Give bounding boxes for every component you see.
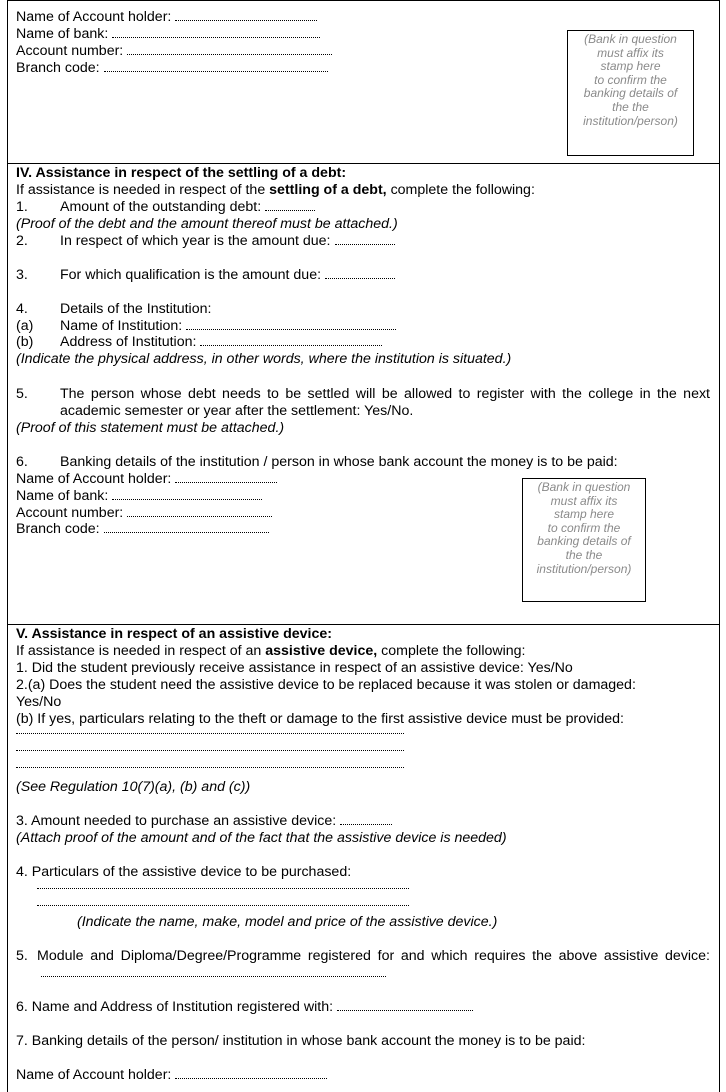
form-page [7,0,720,1092]
item-outstanding-debt: Amount of the outstanding debt: [60,199,315,216]
item-institution-name: Name of Institution: [60,318,396,335]
section-v-intro: If assistance is needed in respect of an assistive device, complete the following: [16,643,526,659]
account-holder-line-3: Name of Account holder: [16,1067,327,1084]
item-theft-particulars: (b) If yes, particulars relating to the theft or damage to the first assistive device must be provided: [16,711,624,727]
account-holder-line-2: Name of Account holder: [16,471,277,488]
item-device-particulars: 4. Particulars of the assistive device to be purchased: [16,864,352,880]
institution-registered-field[interactable] [337,1000,473,1011]
item-banking-details: 7. Banking details of the person/ institution in whose bank account the money is to be paid: [16,1033,586,1049]
account-number-field-2[interactable] [127,506,272,517]
branch-code-line-2: Branch code: [16,521,269,538]
branch-code-field[interactable] [104,61,328,72]
device-particulars-line-1[interactable] [37,888,409,889]
bank-name-field[interactable] [112,27,320,38]
section-iv-debt: IV. Assistance in respect of the settling of a debt: If assistance is needed in respect of the settling of a debt, complete the following: 1. Amount of the outstanding debt: (Proof of the debt and the amount thereof must be attached.) 2. In respect of which year is the amount due: 3. For which qualification is the amount due: 4. Details of the Institution: (a) Name of Institution: (b) Address of Institution: (Indicate the physical address, in other words, where the institution is situated.) 5. The person whose debt needs to be settled will be allowed to register with the college in the next academic semester or year after the settlement: Yes/No. (Proof of this statement must be attached.) 6. Banking details of the institution / person in whose bank account the money is to be paid: Name of Account holder: Name of bank: Account number: Branch code: (Bank in question must affix its stamp here to confirm the banking details of the the institution/person) [8,164,719,625]
item-register-next-semester: The person whose debt needs to be settled will be allowed to register with the college in the next academic semester or year after the settlement: Yes/No. [60,386,710,419]
item-year-due: In respect of which year is the amount due: [60,233,395,250]
institution-name-field[interactable] [186,319,396,330]
outstanding-debt-field[interactable] [265,200,315,211]
item-previous-assistance: 1. Did the student previously receive assistance in respect of an assistive device: Yes/No [16,660,573,676]
institution-address-field[interactable] [200,335,382,346]
branch-code-field-2[interactable] [104,522,269,533]
account-holder-line: Name of Account holder: [16,9,317,26]
account-number-line: Account number: [16,43,332,60]
account-holder-field[interactable] [175,10,317,21]
item-replacement-needed: 2.(a) Does the student need the assistive device to be replaced because it was stolen or damaged: [16,677,636,693]
item-module-registered: Module and Diploma/Degree/Programme registered for and which requires the above assistive device: [37,948,710,982]
section-v-assistive-device: V. Assistance in respect of an assistive device: If assistance is needed in respect of an assistive device, complete the following: 1. Did the student previously receive assistance in respect of an assistive device: Yes/No 2.(a) Does the student need the assistive device to be replaced because it was stolen or damaged: Yes/No (b) If yes, particulars relating to the theft or damage to the first assistive device must be provided: (See Regulation 10(7)(a), (b) and (c)) 3. Amount needed to purchase an assistive device: (Attach proof of the amount and of the fact that the assistive device is needed) 4. Particulars of the assistive device to be purchased: (Indicate the name, make, model and price of the assistive device.) 5. Module and Diploma/Degree/Programme registered for and which requires the above assistive device: 6. Name and Address of Institution registered with: 7. Banking details of the person/ institution in whose bank account the money is to be paid: Name of Account holder: [16,626,710,1083]
bank-name-field-2[interactable] [112,489,262,500]
account-holder-field-2[interactable] [175,472,277,483]
theft-particulars-line-3[interactable] [16,767,404,768]
item-institution-address: Address of Institution: [60,334,382,351]
year-due-field[interactable] [335,234,395,245]
qualification-field[interactable] [325,268,395,279]
theft-particulars-line-2[interactable] [16,750,404,751]
bank-name-line-2: Name of bank: [16,488,262,505]
bank-name-line: Name of bank: [16,26,320,43]
bank-stamp-box: (Bank in question must affix its stamp here to confirm the banking details of the the institution/person) [567,30,694,156]
section-iv-heading: IV. Assistance in respect of the settling of a debt: [16,165,347,181]
account-number-field[interactable] [127,44,332,55]
item-institution-registered: 6. Name and Address of Institution registered with: [16,999,473,1016]
module-registered-field[interactable] [41,966,386,977]
section-v-heading: V. Assistance in respect of an assistive device: [16,626,332,642]
account-number-line-2: Account number: [16,505,272,522]
item-purchase-amount: 3. Amount needed to purchase an assistive device: [16,813,392,830]
branch-code-line: Branch code: [16,60,328,77]
bank-stamp-box-2: (Bank in question must affix its stamp here to confirm the banking details of the the institution/person) [522,478,646,602]
section-iv-intro: If assistance is needed in respect of the settling of a debt, complete the following: [16,182,535,198]
device-particulars-line-2[interactable] [37,905,409,906]
item-qualification: For which qualification is the amount due: [60,267,395,284]
banking-details-section [8,0,719,164]
purchase-amount-field[interactable] [340,814,392,825]
account-holder-field-3[interactable] [175,1068,327,1079]
theft-particulars-line-1[interactable] [16,733,404,734]
